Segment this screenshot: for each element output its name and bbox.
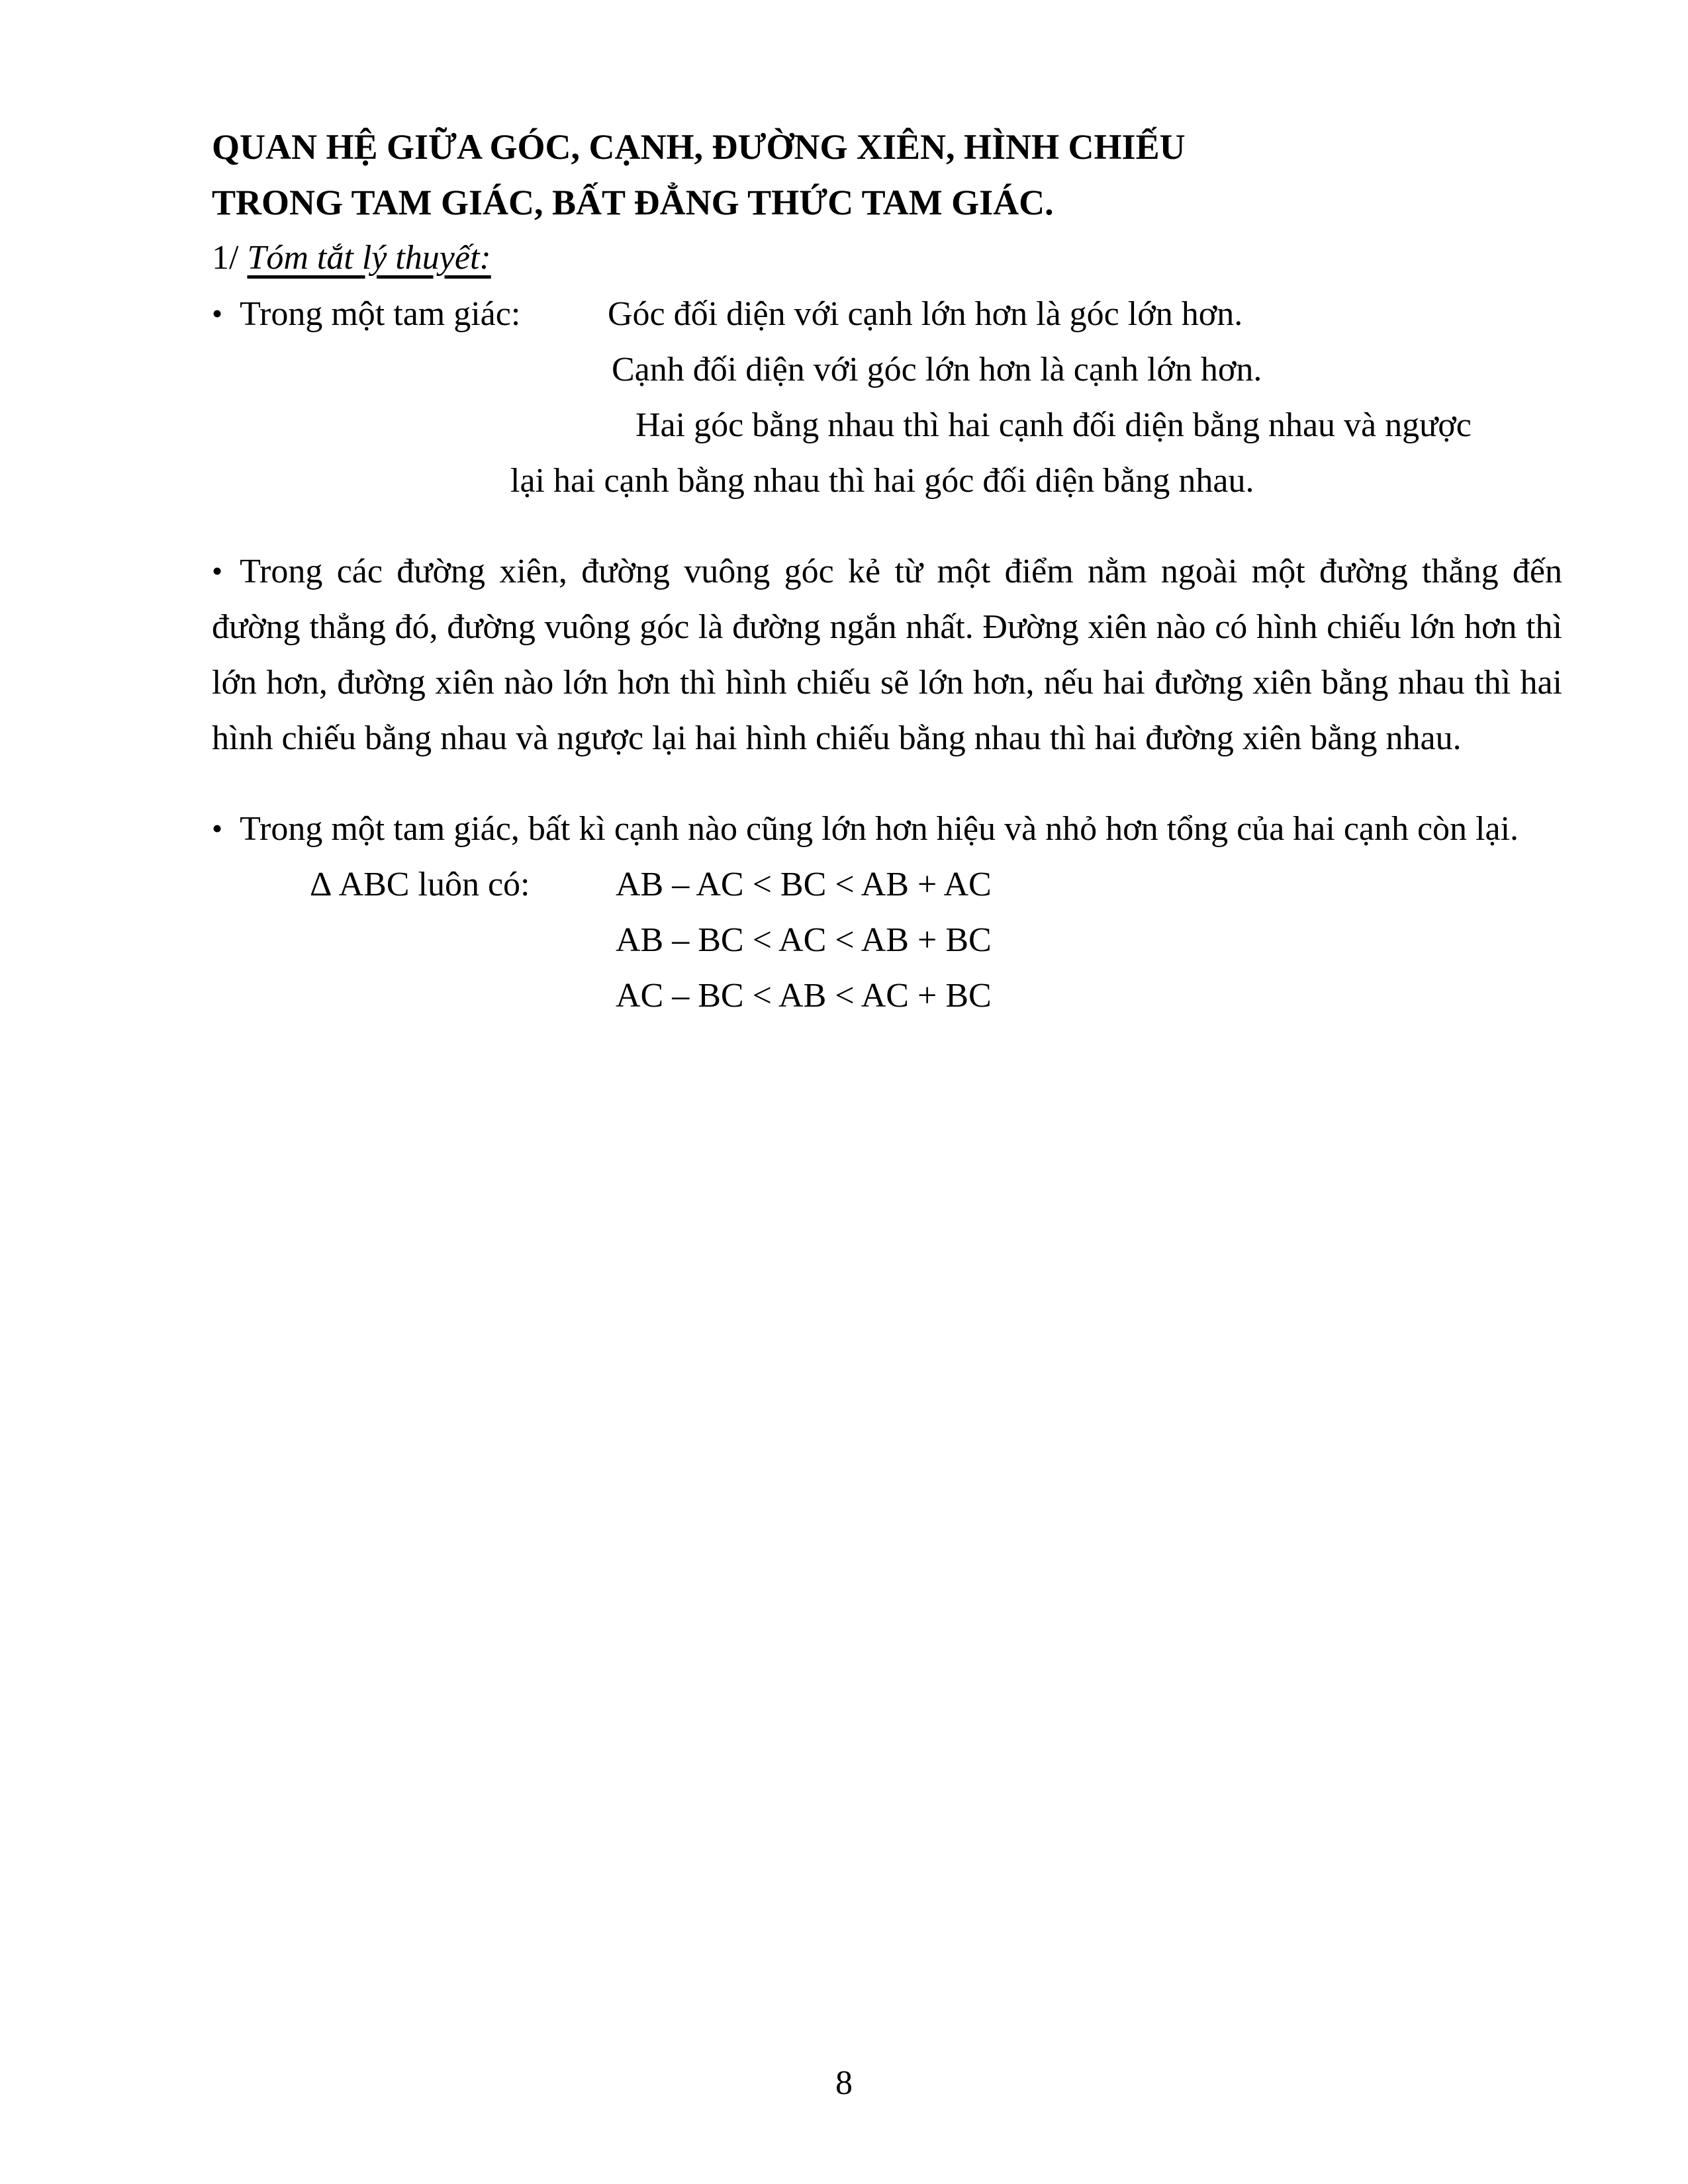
bullet-1-line-3: Hai góc bằng nhau thì hai cạnh đối diện bằng nhau và ngược (635, 406, 1472, 444)
section-heading-text: Tóm tắt lý thuyết: (247, 239, 491, 277)
bullet-item-3 (212, 801, 1562, 857)
section-heading (212, 230, 1562, 286)
bullet-1-row-1 (212, 286, 1562, 342)
bullet-1-label-wrap (212, 286, 608, 342)
formula-line-1: AB – AC < BC < AB + AC (616, 866, 992, 903)
section-number: 1/ (212, 239, 248, 277)
document-title (212, 119, 1562, 230)
bullet-1-line-4: lại hai cạnh bằng nhau thì hai góc đối diện bằng nhau. (510, 462, 1254, 500)
bullet-icon: • (212, 554, 223, 588)
formula-block (212, 857, 1562, 1024)
formula-line-2: AB – BC < AC < AB + BC (616, 921, 992, 959)
bullet-item-1 (212, 286, 1562, 509)
document-content (212, 119, 1562, 1024)
title-line-1: QUAN HỆ GIỮA GÓC, CẠNH, ĐƯỜNG XIÊN, HÌNH CHIẾU (212, 127, 1186, 167)
triangle-abc-label: Δ ABC luôn có: (310, 866, 530, 903)
bullet-3-text: Trong một tam giác, bất kì cạnh nào cũng lớn hơn hiệu và nhỏ hơn tổng của hai cạnh còn lại. (240, 810, 1519, 848)
page-number: 8 (835, 2064, 853, 2102)
bullet-icon: • (212, 296, 223, 330)
bullet-icon: • (212, 811, 223, 845)
formula-row-1 (212, 857, 1562, 913)
bullet-1-line-2: Cạnh đối diện với góc lớn hơn là cạnh lớn hơn. (612, 351, 1262, 388)
formula-line-3: AC – BC < AB < AC + BC (616, 977, 992, 1015)
bullet-1-line-1: Góc đối diện với cạnh lớn hơn là góc lớn hơn. (608, 295, 1243, 333)
bullet-item-2 (212, 543, 1562, 766)
bullet-1-label: Trong một tam giác: (240, 295, 521, 333)
bullet-2-text: Trong các đường xiên, đường vuông góc kẻ từ một điểm nằm ngoài một đường thẳng đến đường thẳng đó, đường vuông góc là đường ngắn nhất. Đường xiên nào có hình chiếu lớn hơn thì lớn hơn, đường xiên nào lớn hơn thì hình chiếu sẽ lớn hơn, nếu hai đường xiên bằng nhau thì hai hình chiếu bằng nhau và ngược lại hai hình chiếu bằng nhau thì hai đường xiên bằng nhau. (212, 553, 1562, 757)
title-line-2: TRONG TAM GIÁC, BẤT ĐẲNG THỨC TAM GIÁC. (212, 183, 1054, 222)
